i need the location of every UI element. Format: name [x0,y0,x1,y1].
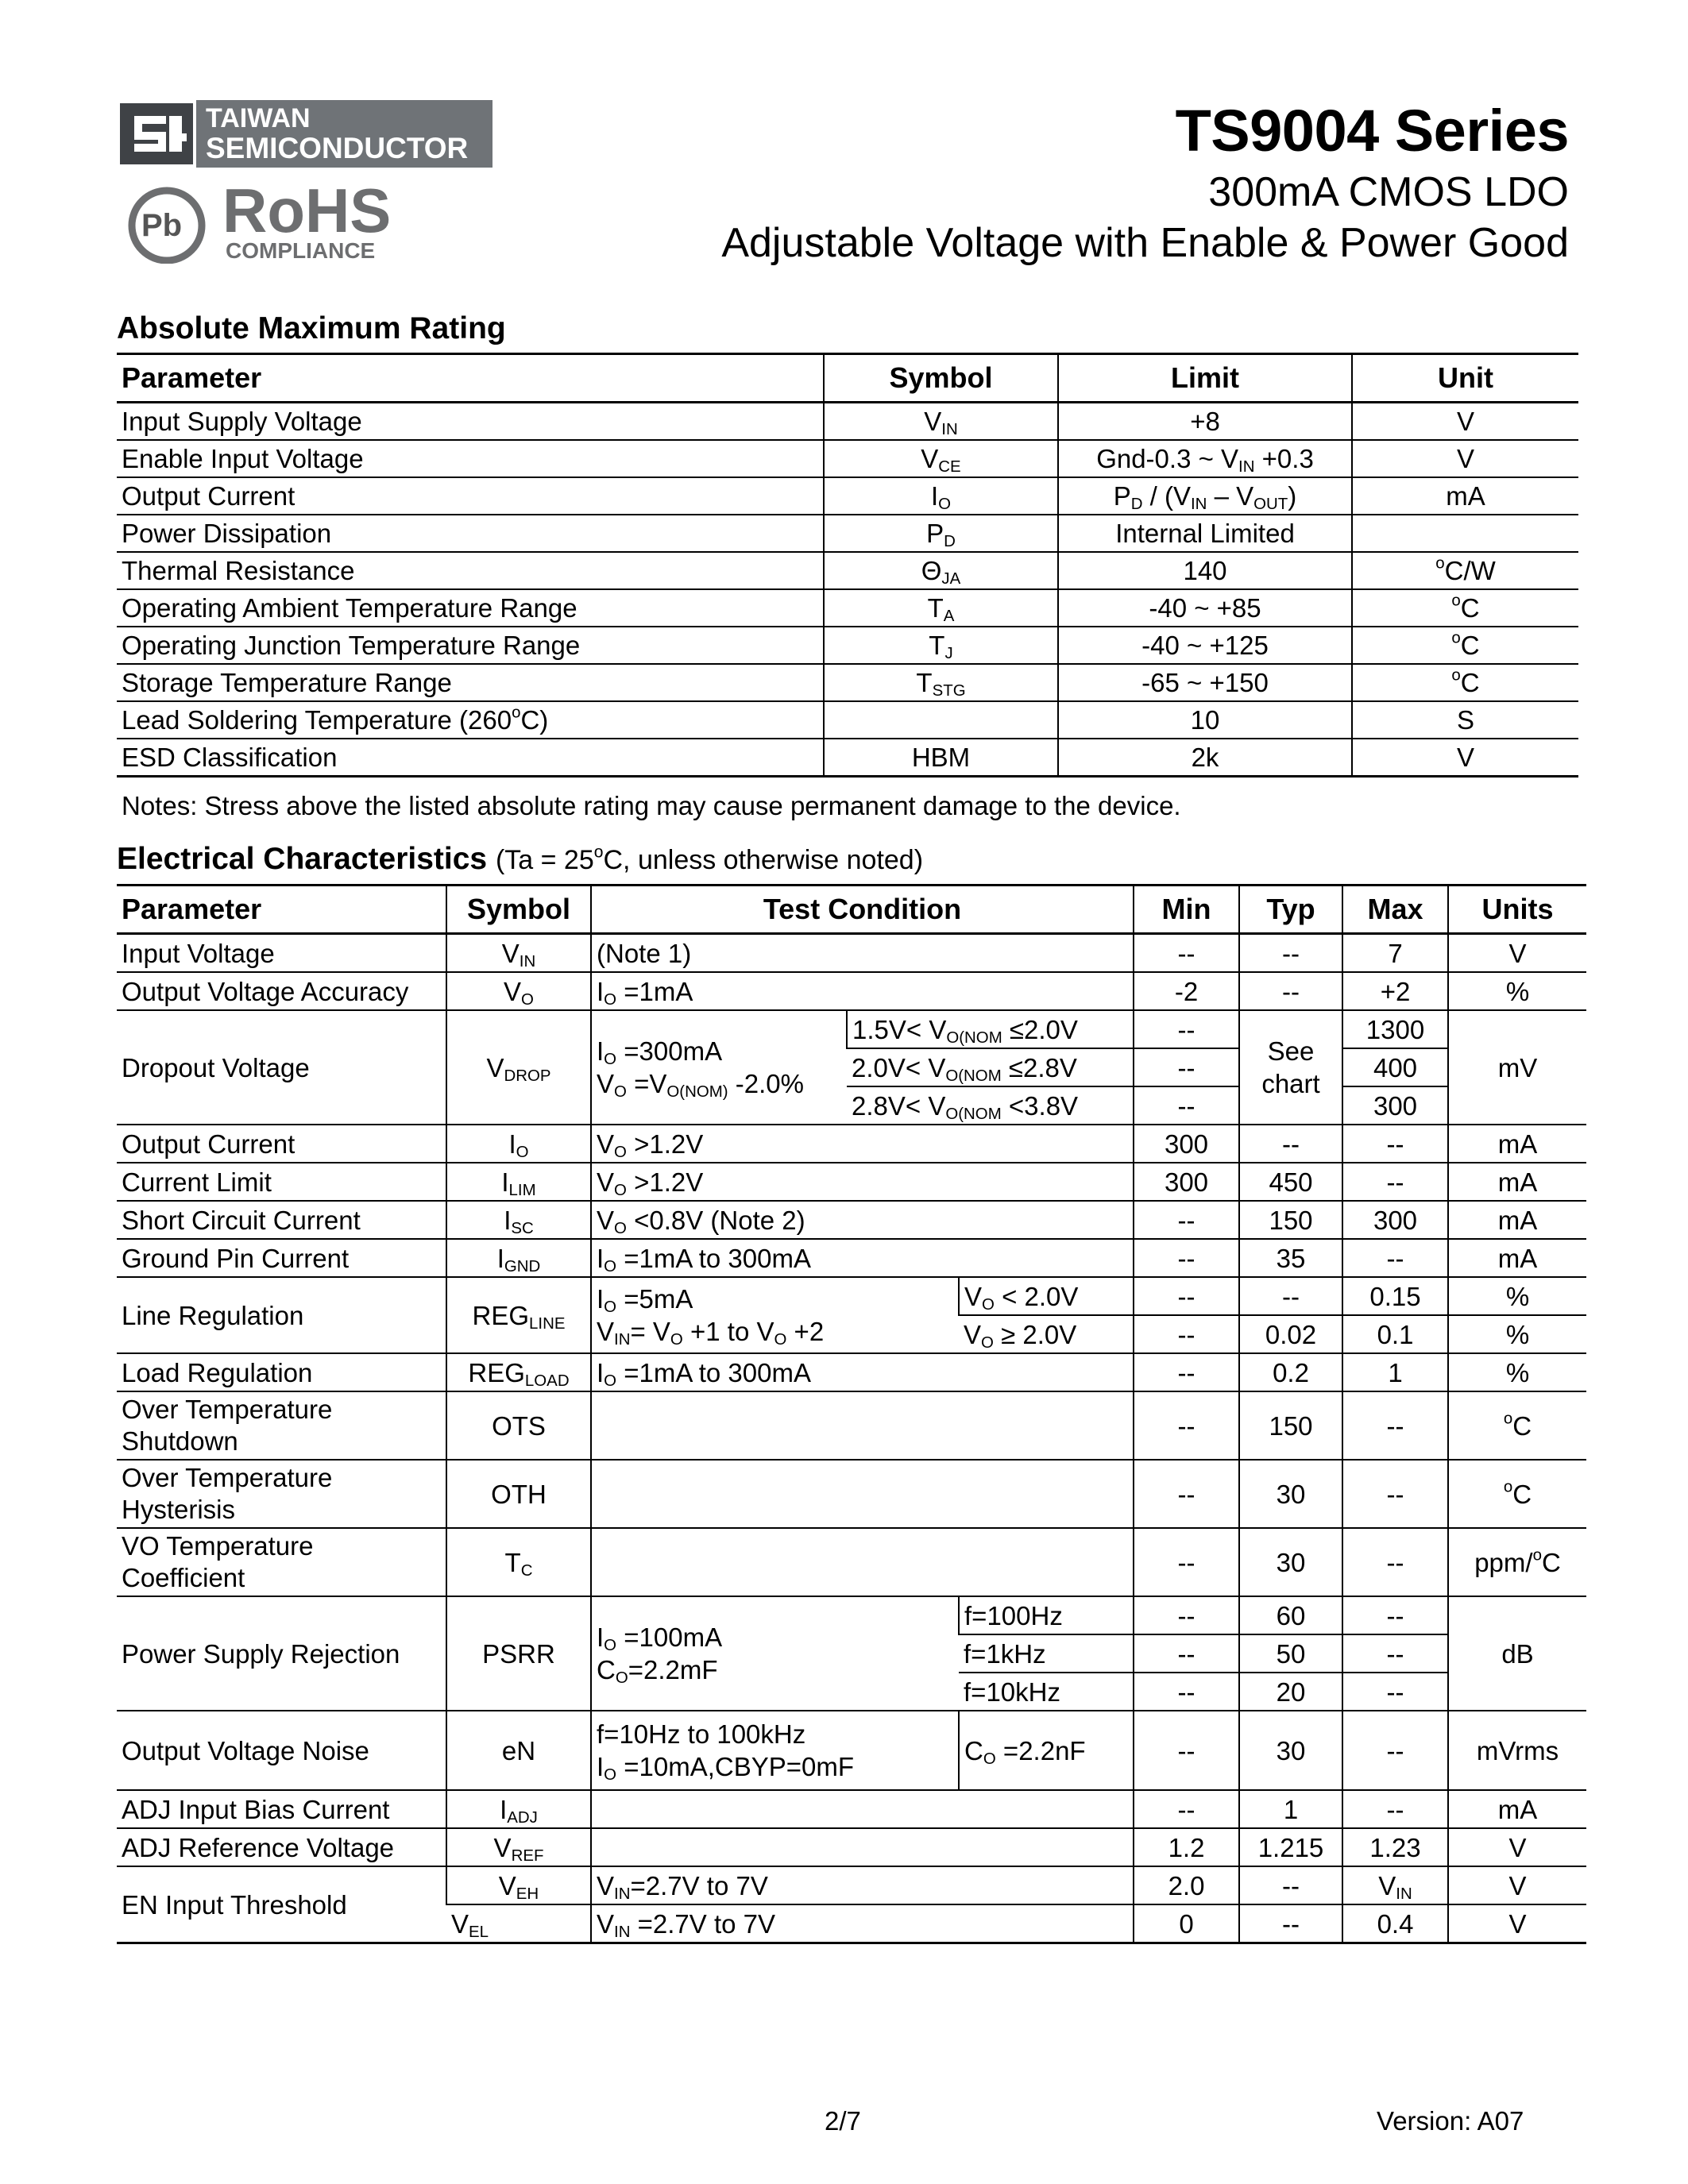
table-cell: -- [1134,1277,1239,1315]
table-cell: $V_{CE}$ [824,440,1058,477]
table-cell: $I_O =1mA$ [591,972,1134,1010]
table-cell [591,1391,1134,1460]
table-cell: -- [1342,1596,1448,1634]
table-cell: -- [1134,1353,1239,1391]
table-cell: -- [1134,1201,1239,1239]
table-cell: 30 [1239,1711,1342,1790]
ec-header-parameter: Parameter [117,886,446,934]
table-cell: 30 [1239,1528,1342,1596]
table-row [117,1010,1586,1048]
table-cell: eN [446,1711,591,1790]
table-cell: 1300 [1342,1010,1448,1048]
table-cell: $^o$C [1352,664,1578,701]
table-cell: Output Voltage Noise [117,1711,446,1790]
table-cell: Input Supply Voltage [117,403,824,441]
table-cell: -40 ~ +85 [1058,589,1352,627]
company-name-line1: TAIWAN [206,103,311,133]
table-cell: (Note 1) [591,934,1134,973]
table-cell: $I_O$ [446,1125,591,1163]
table-cell: 35 [1239,1239,1342,1277]
table-cell: -- [1134,1790,1239,1828]
table-cell: -40 ~ +125 [1058,627,1352,664]
table-cell: Over Temperature Shutdown [117,1391,446,1460]
table-cell: mA [1448,1239,1586,1277]
table-cell: mA [1448,1163,1586,1201]
table-cell: Thermal Resistance [117,552,824,589]
table-cell: 2.0 [1134,1866,1239,1904]
table-cell: 150 [1239,1201,1342,1239]
table-cell: ESD Classification [117,739,824,777]
table-cell: V [1448,1904,1586,1943]
table-cell: Current Limit [117,1163,446,1201]
table-cell: 450 [1239,1163,1342,1201]
table-cell: -- [1239,1866,1342,1904]
table-cell: % [1448,1277,1586,1315]
table-cell: V [1352,403,1578,441]
table-cell: mA [1448,1125,1586,1163]
ec-header-min: Min [1134,886,1239,934]
table-cell: $T_A$ [824,589,1058,627]
table-cell: Gnd-0.3 ~ $V_{IN} +0.3$ [1058,440,1352,477]
table-cell: $I_{ADJ}$ [446,1790,591,1828]
table-row [117,1460,1586,1528]
table-cell: $V_{IN}$ [1342,1866,1448,1904]
amr-header-limit: Limit [1058,354,1352,403]
table-cell: Operating Ambient Temperature Range [117,589,824,627]
table-row [117,701,1578,739]
table-cell: Load Regulation [117,1353,446,1391]
table-cell: $C_O =2.2nF$ [959,1711,1134,1790]
table-row [117,972,1586,1010]
table-cell: 1 [1239,1790,1342,1828]
table-cell: mA [1448,1201,1586,1239]
table-cell: -- [1134,1048,1239,1086]
ec-title: Electrical Characteristics ($Ta = 25^oC$, unless otherwise noted) [117,842,924,876]
table-cell: $I_{SC}$ [446,1201,591,1239]
table-cell: $P_D$ [824,515,1058,552]
table-cell: $REG_{LINE}$ [446,1277,591,1353]
table-cell: Output Current [117,477,824,515]
table-cell: 30 [1239,1460,1342,1528]
table-cell: -- [1239,1904,1342,1943]
table-cell: -2 [1134,972,1239,1010]
table-cell: 400 [1342,1048,1448,1086]
amr-title: Absolute Maximum Rating [117,311,506,345]
table-cell: +8 [1058,403,1352,441]
company-name-line2: SEMICONDUCTOR [206,132,469,164]
table-row [117,1353,1586,1391]
table-cell: -- [1134,1460,1239,1528]
table-cell: -- [1134,1086,1239,1125]
table-cell: 0.1 [1342,1315,1448,1353]
table-cell: Output Voltage Accuracy [117,972,446,1010]
absolute-maximum-rating-table [117,353,1578,778]
table-cell: $T_{STG}$ [824,664,1058,701]
table-cell: -- [1342,1634,1448,1673]
table-cell: $V_{DROP}$ [446,1010,591,1125]
table-cell: PSRR [446,1596,591,1711]
table-cell: 300 [1342,1086,1448,1125]
table-row [117,1277,1586,1315]
table-cell: $2.8V< V_{O(NOM} <3.8V$ [847,1086,1134,1125]
table-row [117,403,1578,441]
table-cell: $^o$C/W [1352,552,1578,589]
ec-header-typ: Typ [1239,886,1342,934]
table-cell: Power Supply Rejection [117,1596,446,1711]
table-cell: $I_O =1mA$ to 300mA [591,1239,1134,1277]
table-cell: -- [1134,1673,1239,1711]
table-cell: $V_O <0.8V$ (Note 2) [591,1201,1134,1239]
amr-header-symbol: Symbol [824,354,1058,403]
table-cell: -- [1342,1711,1448,1790]
table-cell: -- [1134,1711,1239,1790]
table-cell: -- [1342,1790,1448,1828]
table-cell: Operating Junction Temperature Range [117,627,824,664]
table-row [117,589,1578,627]
amr-header-unit: Unit [1352,354,1578,403]
table-cell: % [1448,1315,1586,1353]
table-row [117,934,1586,973]
rohs-logo [127,176,397,264]
table-row [117,552,1578,589]
table-cell: dB [1448,1596,1586,1711]
table-cell: $V_{EL}$ [446,1904,591,1943]
table-cell: $I_O =1mA$ to 300mA [591,1353,1134,1391]
table-cell: f=1kHz [959,1634,1134,1673]
table-row [117,664,1578,701]
table-cell: $\Theta_{JA}$ [824,552,1058,589]
amr-note: Notes: Stress above the listed absolute rating may cause permanent damage to the device. [122,791,1181,820]
table-cell: Internal Limited [1058,515,1352,552]
table-cell: ADJ Input Bias Current [117,1790,446,1828]
table-cell: 7 [1342,934,1448,973]
table-cell: $I_O =5mA$ $V_{IN}= V_O +1$ to $V_O +2$ [591,1277,959,1353]
amr-header-parameter: Parameter [117,354,824,403]
table-cell: Line Regulation [117,1277,446,1353]
page-number: 2/7 [825,2106,861,2136]
table-cell: $V_{EH}$ [446,1866,591,1904]
table-cell: 1.215 [1239,1828,1342,1866]
table-cell: -- [1134,1596,1239,1634]
table-cell: 1 [1342,1353,1448,1391]
table-cell: Output Current [117,1125,446,1163]
version-label: Version: A07 [1377,2106,1524,2136]
table-cell: $V_{IN}$ [824,403,1058,441]
table-cell: f=10Hz to 100kHz $I_O$ =10mA,CBYP=0mF [591,1711,959,1790]
table-cell: Enable Input Voltage [117,440,824,477]
table-cell: Short Circuit Current [117,1201,446,1239]
table-cell: Ground Pin Current [117,1239,446,1277]
table-cell: -- [1342,1239,1448,1277]
table-cell: Input Voltage [117,934,446,973]
rohs-pb-text: Pb [141,208,183,243]
table-row [117,1163,1586,1201]
table-cell: $V_{IN} =2.7V$ to 7V [591,1904,1134,1943]
table-cell: $2.0V< V_{O(NOM} \le 2.8V$ [847,1048,1134,1086]
table-cell: $^o$C [1448,1460,1586,1528]
table-cell: ppm/$^o$C [1448,1528,1586,1596]
table-cell: $T_C$ [446,1528,591,1596]
table-cell: 1.2 [1134,1828,1239,1866]
table-cell: Dropout Voltage [117,1010,446,1125]
table-cell: -- [1239,934,1342,973]
table-row [117,1391,1586,1460]
table-cell: 0.02 [1239,1315,1342,1353]
table-cell: -- [1134,934,1239,973]
table-cell: 0.4 [1342,1904,1448,1943]
table-row [117,515,1578,552]
table-cell: 2k [1058,739,1352,777]
table-cell: 0.2 [1239,1353,1342,1391]
table-cell: $V_O >1.2V$ [591,1163,1134,1201]
table-cell: $V_O >1.2V$ [591,1125,1134,1163]
rohs-compliance-text: COMPLIANCE [226,238,376,263]
table-cell: 50 [1239,1634,1342,1673]
table-cell: V [1448,1866,1586,1904]
table-cell: -- [1134,1315,1239,1353]
table-row [117,1828,1586,1866]
table-cell: 300 [1342,1201,1448,1239]
electrical-characteristics-table [117,884,1586,1944]
table-cell: V [1448,1828,1586,1866]
table-cell [591,1828,1134,1866]
table-cell: $^o$C [1352,589,1578,627]
table-cell: $REG_{LOAD}$ [446,1353,591,1391]
table-row [117,1596,1586,1634]
table-cell: 140 [1058,552,1352,589]
table-cell: ADJ Reference Voltage [117,1828,446,1866]
table-cell: OTH [446,1460,591,1528]
table-cell: EN Input Threshold [117,1866,446,1943]
table-cell: 10 [1058,701,1352,739]
company-logo [117,100,492,168]
ec-header-test-condition: Test Condition [591,886,1134,934]
table-cell: $I_{LIM}$ [446,1163,591,1201]
table-cell: $P_D / (V_{IN} - V_{OUT})$ [1058,477,1352,515]
subtitle-line1: 300mA CMOS LDO [1208,169,1569,215]
table-cell: -- [1342,1391,1448,1460]
table-row [117,477,1578,515]
table-cell: V [1352,440,1578,477]
ec-header-max: Max [1342,886,1448,934]
ec-header-units: Units [1448,886,1586,934]
table-cell: -- [1134,1239,1239,1277]
table-cell [591,1790,1134,1828]
table-cell: Storage Temperature Range [117,664,824,701]
table-cell: 0 [1134,1904,1239,1943]
table-cell: % [1448,972,1586,1010]
table-cell: -- [1239,1125,1342,1163]
table-cell: Lead Soldering Temperature (260$^o$C) [117,701,824,739]
table-row [117,1711,1586,1790]
table-cell: 1.23 [1342,1828,1448,1866]
table-cell [824,701,1058,739]
table-cell: -- [1239,1277,1342,1315]
table-cell: -- [1342,1460,1448,1528]
table-cell: 300 [1134,1125,1239,1163]
table-cell: -- [1342,1673,1448,1711]
table-cell: 0.15 [1342,1277,1448,1315]
table-cell: $I_{GND}$ [446,1239,591,1277]
table-cell: mV [1448,1010,1586,1125]
table-cell: -65 ~ +150 [1058,664,1352,701]
table-row [117,1125,1586,1163]
table-cell: mVrms [1448,1711,1586,1790]
table-cell: $V_O$ [446,972,591,1010]
table-cell: $I_O$ [824,477,1058,515]
table-cell: -- [1134,1010,1239,1048]
table-cell: -- [1342,1125,1448,1163]
table-cell: % [1448,1353,1586,1391]
table-cell: mA [1352,477,1578,515]
table-cell: f=100Hz [959,1596,1134,1634]
table-cell [591,1460,1134,1528]
table-cell: 300 [1134,1163,1239,1201]
ec-header-symbol: Symbol [446,886,591,934]
table-cell: $T_J$ [824,627,1058,664]
table-cell: $I_O =100mA$ $C_O=2.2mF$ [591,1596,959,1711]
table-cell: Over Temperature Hysterisis [117,1460,446,1528]
table-row [117,1528,1586,1596]
table-cell: -- [1239,972,1342,1010]
series-title: TS9004 Series [1175,98,1569,164]
table-cell: -- [1134,1391,1239,1460]
table-row [117,1239,1586,1277]
rohs-text: RoHS [222,176,392,245]
table-row [117,739,1578,777]
table-cell: V [1448,934,1586,973]
table-cell: mA [1448,1790,1586,1828]
table-cell: -- [1342,1528,1448,1596]
table-row [117,440,1578,477]
table-cell: $V_{IN}$ [446,934,591,973]
table-row [117,627,1578,664]
table-cell: VO Temperature Coefficient [117,1528,446,1596]
table-cell: +2 [1342,972,1448,1010]
table-cell: OTS [446,1391,591,1460]
table-row [117,1201,1586,1239]
table-cell: 60 [1239,1596,1342,1634]
table-row [117,1790,1586,1828]
table-cell: 150 [1239,1391,1342,1460]
table-cell: 20 [1239,1673,1342,1711]
table-cell: $^o$C [1448,1391,1586,1460]
table-cell: HBM [824,739,1058,777]
table-cell: -- [1342,1163,1448,1201]
table-cell: $I_O =300mA$ $V_O =V_{O(NOM)}$ -2.0% [591,1010,847,1125]
table-cell: $^o$C [1352,627,1578,664]
table-cell: See chart [1239,1010,1342,1125]
table-cell: $V_{REF}$ [446,1828,591,1866]
table-cell [1352,515,1578,552]
table-cell: $V_{IN}=2.7V$ to 7V [591,1866,1134,1904]
table-cell: $V_O \ge 2.0V$ [959,1315,1134,1353]
table-cell: Power Dissipation [117,515,824,552]
table-cell: S [1352,701,1578,739]
table-cell: $V_O < 2.0V$ [959,1277,1134,1315]
table-cell: V [1352,739,1578,777]
table-cell: -- [1134,1634,1239,1673]
table-cell: f=10kHz [959,1673,1134,1711]
table-cell: -- [1134,1528,1239,1596]
table-row [117,1866,1586,1904]
subtitle-line2: Adjustable Voltage with Enable & Power Good [721,220,1569,266]
table-cell: $1.5V< V_{O(NOM} \le 2.0V$ [847,1010,1134,1048]
table-cell [591,1528,1134,1596]
